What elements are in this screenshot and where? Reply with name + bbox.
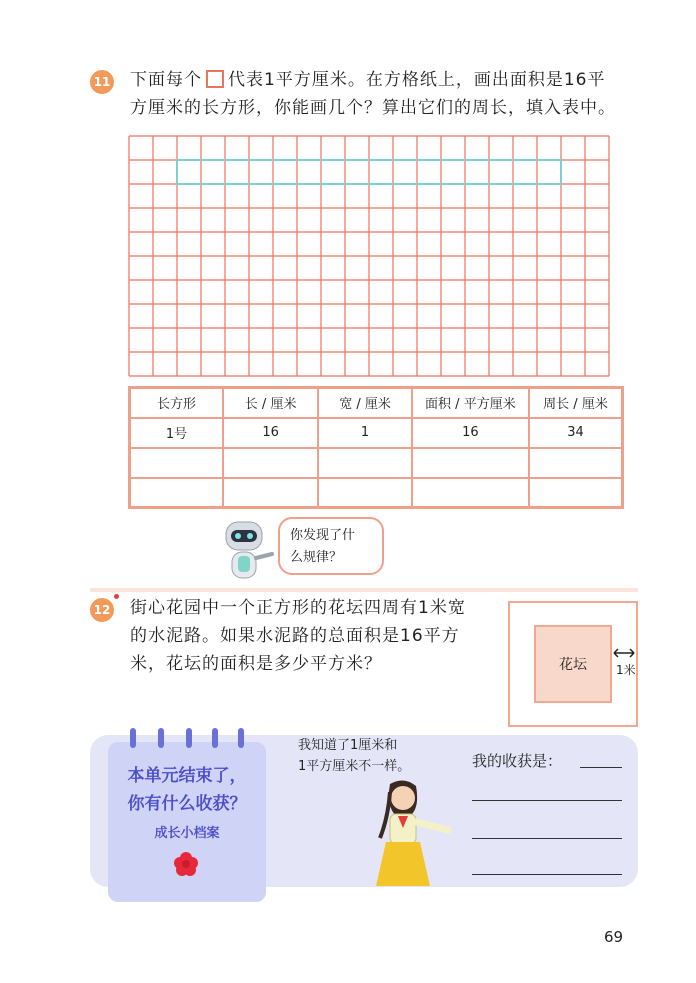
garden-diagram [508,601,638,727]
notebook-ring-icon [238,728,244,748]
table-cell: 1 [318,418,411,448]
question-11-text [130,66,640,122]
flower-icon [172,850,200,878]
notebook-title [112,762,262,818]
robot-speech-bubble [278,517,384,575]
answer-line[interactable] [580,767,622,768]
q11-line1-post: 代表1平方厘米。在方格纸上，画出面积是16平 [228,70,606,90]
table-cell[interactable] [130,448,223,478]
answer-line[interactable] [472,838,622,839]
flowerbed-label: 花坛 [559,657,587,673]
q12-line: 米，花坛的面积是多少平方米？ [130,654,382,674]
notebook-subtitle: 成长小档案 [154,826,220,841]
table-cell[interactable] [318,478,411,508]
table-header-cell: 周长 / 厘米 [529,388,622,418]
q11-line2: 方厘米的长方形，你能画几个？算出它们的周长，填入表中。 [130,98,616,118]
girl-illustration-icon [360,778,460,888]
table-header-cell: 长 / 厘米 [223,388,318,418]
double-arrow-icon [612,647,636,659]
robot-speech-line: 你发现了什 [290,528,356,543]
answer-line[interactable] [472,874,622,875]
table-cell[interactable] [318,448,411,478]
table-cell[interactable] [529,478,622,508]
table-cell[interactable] [223,478,318,508]
table-cell: 34 [529,418,622,448]
section-divider [90,588,638,592]
q12-line: 的水泥路。如果水泥路的总面积是16平方 [130,626,460,646]
table-cell[interactable] [412,478,529,508]
notebook-ring-icon [186,728,192,748]
table-row[interactable] [130,478,623,508]
table-header-cell: 长方形 [130,388,223,418]
grid-paper [128,135,610,377]
table-cell[interactable] [223,448,318,478]
robot-icon [212,518,276,582]
table-header-row [130,388,623,418]
table-row[interactable] [130,448,623,478]
table-cell[interactable] [529,448,622,478]
harvest-label: 我的收获是： [472,752,563,770]
notebook-ring-icon [130,728,136,748]
table-cell: 1号 [130,418,223,448]
table-cell: 16 [223,418,318,448]
star-dot-icon [114,594,119,599]
robot-speech-line: 么规律？ [290,550,343,565]
girl-speech [298,735,410,777]
table-cell[interactable] [130,478,223,508]
notebook-ring-icon [212,728,218,748]
table-header-cell: 面积 / 平方厘米 [412,388,529,418]
answer-line[interactable] [472,800,622,801]
table-cell[interactable] [412,448,529,478]
notebook-title-line: 本单元结束了， [127,766,247,786]
girl-speech-line: 我知道了1厘米和 [298,738,398,753]
q11-line1-pre: 下面每个 [130,70,202,90]
path-width-label: 1米 [616,663,636,677]
perimeter-table [128,386,624,509]
question-12-badge: 12 [90,598,114,622]
table-row [130,418,623,448]
question-12-text [130,594,500,678]
flowerbed [534,625,612,703]
question-11-badge: 11 [90,70,114,94]
table-header-cell: 宽 / 厘米 [318,388,411,418]
girl-speech-line: 1平方厘米不一样。 [298,759,411,774]
page-number: 69 [604,928,624,946]
unit-square-icon [206,70,224,88]
table-cell: 16 [412,418,529,448]
notebook-title-line: 你有什么收获？ [127,794,247,814]
q12-line: 街心花园中一个正方形的花坛四周有1米宽 [130,598,466,618]
notebook-ring-icon [158,728,164,748]
